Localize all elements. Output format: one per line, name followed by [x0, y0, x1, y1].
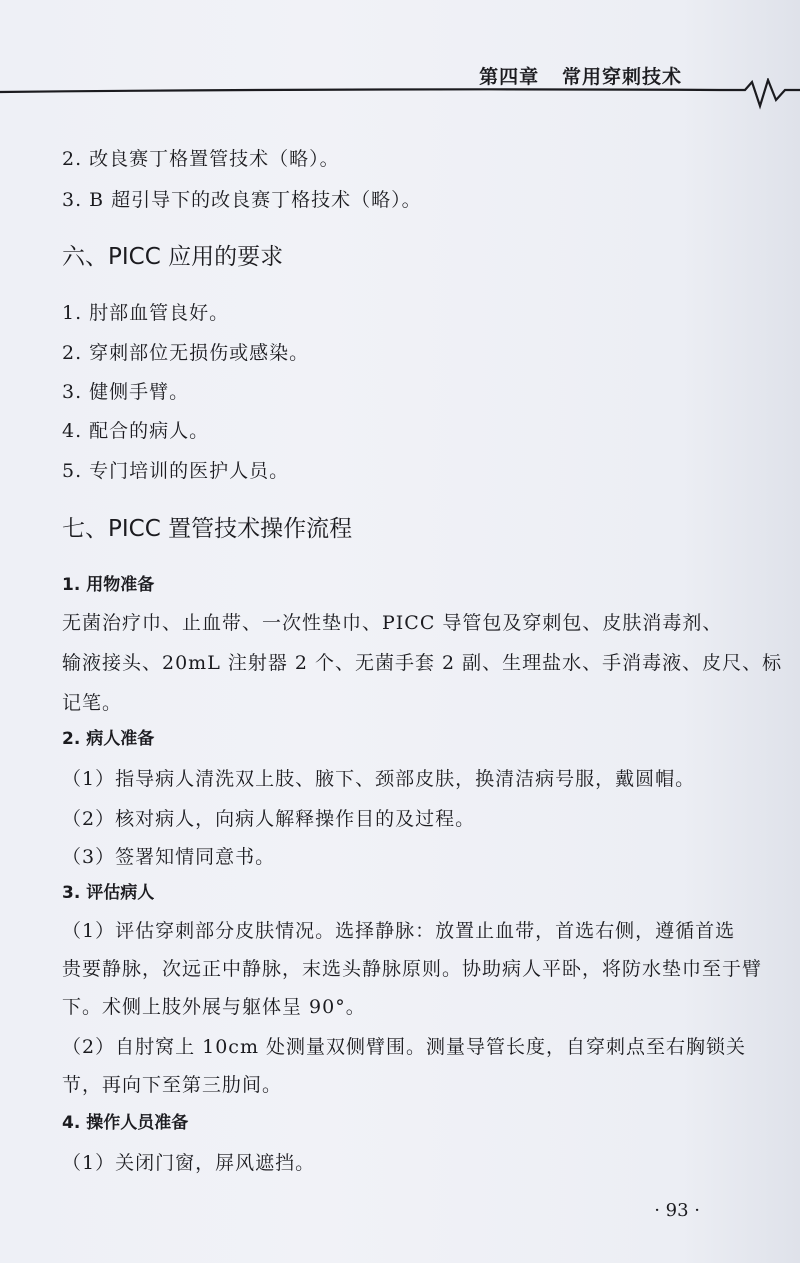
- page-number: · 93 ·: [654, 1200, 700, 1221]
- subheading-assessment: 3. 评估病人: [62, 883, 155, 903]
- subheading-supplies: 1. 用物准备: [62, 575, 155, 595]
- paragraph-line: （1）评估穿刺部分皮肤情况。选择静脉：放置止血带，首选右侧，遵循首选: [62, 920, 736, 942]
- chapter-header: 第四章 常用穿刺技术: [479, 66, 682, 88]
- requirement-4: 4. 配合的病人。: [62, 420, 210, 442]
- text-line-item-2: 2. 改良赛丁格置管技术（略）。: [62, 148, 340, 170]
- paragraph-line: （2）核对病人，向病人解释操作目的及过程。: [62, 808, 476, 830]
- paragraph-line: 节，再向下至第三肋间。: [62, 1074, 283, 1096]
- requirement-3: 3. 健侧手臂。: [62, 381, 190, 403]
- paragraph-line: 下。术侧上肢外展与躯体呈 90°。: [62, 996, 366, 1018]
- requirement-2: 2. 穿刺部位无损伤或感染。: [62, 342, 310, 364]
- paragraph-line: （3）签署知情同意书。: [62, 846, 276, 868]
- paragraph-line: 无菌治疗巾、止血带、一次性垫巾、PICC 导管包及穿刺包、皮肤消毒剂、: [62, 612, 723, 634]
- paragraph-line: 输液接头、20mL 注射器 2 个、无菌手套 2 副、生理盐水、手消毒液、皮尺、标: [62, 652, 783, 674]
- paragraph-line: （1）关闭门窗，屏风遮挡。: [62, 1152, 316, 1174]
- subheading-operator-prep: 4. 操作人员准备: [62, 1113, 189, 1133]
- text-line-item-3: 3. B 超引导下的改良赛丁格技术（略）。: [62, 189, 422, 211]
- subheading-patient-prep: 2. 病人准备: [62, 729, 155, 749]
- paragraph-line: （1）指导病人清洗双上肢、腋下、颈部皮肤，换清洁病号服，戴圆帽。: [62, 768, 696, 790]
- requirement-1: 1. 肘部血管良好。: [62, 302, 230, 324]
- section-6-heading: 六、PICC 应用的要求: [62, 244, 284, 270]
- section-7-heading: 七、PICC 置管技术操作流程: [62, 516, 353, 542]
- paragraph-line: 贵要静脉，次远正中静脉，末选头静脉原则。协助病人平卧，将防水垫巾至于臂: [62, 958, 763, 980]
- requirement-5: 5. 专门培训的医护人员。: [62, 460, 290, 482]
- paragraph-line: （2）自肘窝上 10cm 处测量双侧臂围。测量导管长度，自穿刺点至右胸锁关: [62, 1036, 747, 1058]
- header-rule-decoration: [0, 78, 800, 118]
- paragraph-line: 记笔。: [62, 692, 123, 714]
